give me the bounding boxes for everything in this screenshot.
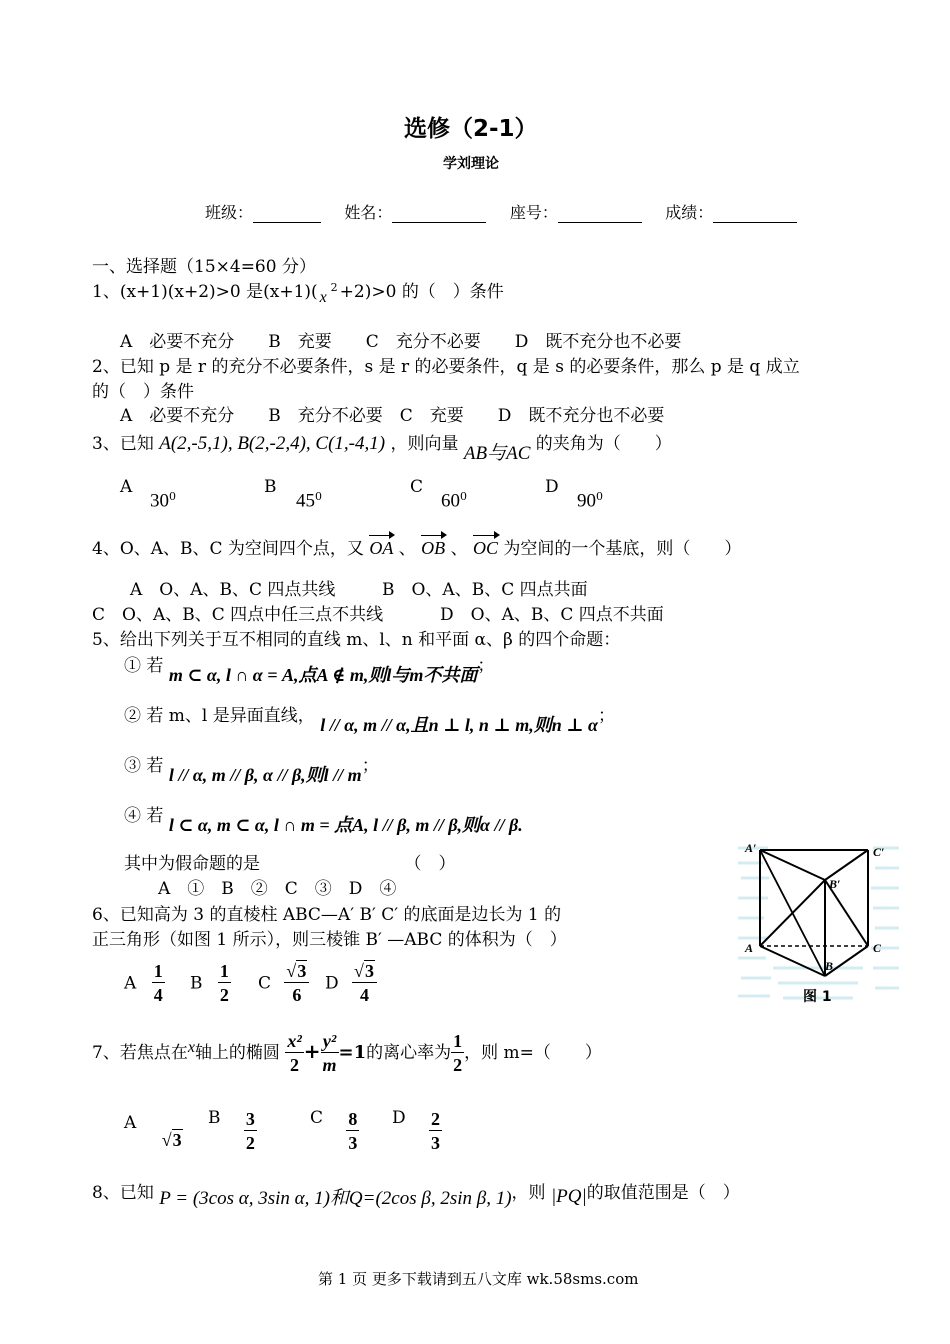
q5-prop-2	[124, 701, 615, 735]
q7-suffix: ，则 m=（ ）	[464, 1043, 602, 1063]
q6-opt-d-num: 3	[364, 961, 374, 981]
q5-prop-3	[124, 751, 379, 785]
label-b: B	[825, 959, 834, 973]
q5-p4-label: ④ 若	[124, 806, 164, 826]
q1-sup: 2	[330, 281, 338, 294]
q3-prefix: 3、已知	[92, 434, 154, 454]
q7-opt-b-num: 3	[245, 1109, 255, 1129]
q6-option-b	[190, 960, 231, 1007]
q7-option-d	[392, 1108, 442, 1155]
q4-vec-oc: OC	[472, 538, 498, 558]
q7-opt-c-den: 3	[348, 1133, 358, 1153]
q7-prefix: 7、若焦点在	[92, 1043, 188, 1063]
q7-f2-den: m	[322, 1055, 337, 1075]
q5-p1-label: ① 若	[124, 656, 164, 676]
q7-opt-c-letter: C	[310, 1108, 324, 1128]
q1-stem-a: 1、(x+1)(x+2)>0 是(x+1)(	[92, 282, 318, 302]
label-b-prime: B′	[829, 877, 841, 891]
name-blank[interactable]	[392, 206, 486, 223]
q5-p1-semicolon: ；	[477, 656, 495, 676]
q6-option-a	[124, 960, 165, 1007]
question-4	[92, 534, 741, 559]
q8-pq: |PQ|	[550, 1186, 587, 1207]
q5-prop-4	[124, 801, 523, 835]
q7-eq: =1	[338, 1042, 367, 1063]
q7-opt-c-num: 8	[348, 1109, 358, 1129]
q6-opt-b-num: 1	[219, 961, 229, 981]
q3-mid: ，则向量	[390, 434, 459, 454]
q6-opt-d-letter: D	[325, 973, 339, 994]
q3-opt-c-value: 60	[441, 490, 460, 512]
q8-expression: P = (3cos α, 3sin α, 1)和Q=(2cos β, 2sin β, 1)	[159, 1188, 512, 1209]
q5-prop-1	[124, 651, 495, 685]
question-7	[92, 1030, 602, 1077]
q3-opt-b-sup: 0	[315, 490, 322, 503]
q5-p2-label: ② 若 m、l 是异面直线，	[124, 706, 315, 726]
q7-mid: 轴上的椭圆	[194, 1043, 280, 1063]
q3-opt-d-sup: 0	[596, 490, 603, 503]
q7-f1-den: 2	[290, 1055, 300, 1075]
figure-1	[733, 838, 903, 1008]
q5-p3-label: ③ 若	[124, 756, 164, 776]
q6-line2: 正三角形（如图 1 所示），则三棱锥 B′ —ABC 的体积为（ ）	[92, 930, 567, 950]
q1-stem-b: +2)>0 的（ ）条件	[339, 282, 504, 302]
q4-option-c: C O、A、B、C 四点中任三点不共线	[92, 605, 384, 625]
q6-opt-a-letter: A	[124, 973, 137, 994]
q3-opt-d-value: 90	[577, 490, 596, 512]
q3-opt-a	[150, 490, 176, 513]
q4-sep1: 、	[398, 539, 416, 559]
q8-mid: ，则	[511, 1183, 546, 1203]
q4-prefix: 4、O、A、B、C 为空间四个点，又	[92, 539, 364, 559]
question-3	[92, 428, 672, 464]
q6-option-c: C $\frac{√3}{6}$	[258, 960, 309, 1007]
q7-f2-num: y²	[321, 1030, 339, 1053]
q8-prefix: 8、已知	[92, 1183, 154, 1203]
q7-opt-b-letter: B	[208, 1108, 221, 1128]
q3-opt-c	[441, 490, 467, 513]
seat-blank[interactable]	[558, 206, 642, 223]
q7-frac-y	[321, 1030, 339, 1077]
q7-opt-a-letter: A	[124, 1113, 137, 1133]
q7-x: x	[187, 1039, 195, 1056]
q3-opt-b	[296, 490, 322, 513]
page-title: 选修（2-1）	[404, 116, 538, 142]
q5-stem: 5、给出下列关于互不相同的直线 m、l、n 和平面 α、β 的四个命题：	[92, 630, 621, 650]
question-1	[92, 277, 504, 306]
q6-opt-d-den: 4	[359, 985, 369, 1005]
q2-line1: 2、已知 p 是 r 的充分不必要条件，s 是 r 的必要条件，q 是 s 的必要条件，那么 p 是 q 成立	[92, 357, 800, 377]
q3-opt-b-letter: B	[264, 477, 277, 497]
q8-suffix: 的取值范围是（ ）	[586, 1183, 740, 1203]
seat-label: 座号：	[509, 203, 558, 222]
q3-points: A(2,-5,1), B(2,-2,4), C(1,-4,1)	[159, 433, 386, 454]
score-label: 成绩：	[665, 203, 714, 222]
label-c-prime: C′	[873, 845, 885, 859]
q7-e-num: 1	[453, 1031, 463, 1051]
label-a: A	[745, 941, 754, 955]
q7-opt-a-value: 3	[172, 1130, 182, 1150]
q5-p2-math: l // α, m // α,且n ⊥ l, n ⊥ m,则n ⊥ α	[320, 715, 598, 735]
score-blank[interactable]	[713, 206, 797, 223]
q6-opt-a-den: 4	[153, 985, 163, 1005]
q6-opt-a-num: 1	[153, 961, 163, 981]
q4-vec-ob: OB	[421, 538, 446, 558]
q4-option-b: B O、A、B、C 四点共面	[382, 580, 588, 600]
name-label: 姓名：	[344, 203, 393, 222]
q4-sep2: 、	[450, 539, 468, 559]
q7-option-c	[310, 1108, 359, 1155]
q4-option-d: D O、A、B、C 四点不共面	[440, 605, 664, 625]
q2-options: A 必要不充分 B 充分不必要 C 充要 D 既不充分也不必要	[120, 406, 665, 426]
figure-caption: 图 1	[803, 989, 832, 1005]
q1-options: A 必要不充分 B 充要 C 充分不必要 D 既不充分也不必要	[120, 332, 682, 352]
q3-opt-a-sup: 0	[169, 490, 176, 503]
q4-suffix: 为空间的一个基底，则（ ）	[503, 539, 742, 559]
q6-opt-c-num: 3	[297, 961, 307, 981]
q7-f1-num: x²	[287, 1031, 302, 1051]
q3-vectors: AB与AC	[463, 443, 531, 464]
q7-opt-d-num: 2	[431, 1109, 441, 1129]
q5-p3-semicolon: ；	[361, 756, 379, 776]
q7-mid2: 的离心率为	[366, 1043, 452, 1063]
q3-opt-b-value: 45	[296, 490, 315, 512]
page-footer: 第 1 页 更多下载请到五八文库 wk.58sms.com	[318, 1270, 639, 1288]
q7-opt-d-den: 3	[431, 1133, 441, 1153]
q1-x: x	[319, 289, 327, 306]
q3-opt-c-letter: C	[410, 477, 424, 497]
q5-p3-math: l // α, m // β, α // β,则l // m	[168, 765, 362, 785]
q3-suffix: 的夹角为（ ）	[535, 434, 672, 454]
q4-vec-oa: OA	[369, 538, 394, 558]
q5-ask: 其中为假命题的是 （ ）	[124, 854, 456, 874]
q7-option-b	[208, 1108, 257, 1155]
student-info-row	[205, 200, 815, 223]
q7-plus: +	[303, 1039, 321, 1063]
q7-frac-x	[285, 1030, 303, 1077]
q7-e-den: 2	[453, 1055, 463, 1075]
q5-options: A ① B ② C ③ D ④	[158, 879, 397, 899]
q4-option-a: A O、A、B、C 四点共线	[130, 580, 336, 600]
q3-opt-a-letter: A	[120, 477, 133, 497]
q5-p4-math: l ⊂ α, m ⊂ α, l ∩ m = 点A, l // β, m // β,则α // β.	[168, 815, 523, 835]
q6-opt-c-letter: C	[258, 973, 272, 994]
prism-diagram	[733, 838, 903, 1008]
q6-line1: 6、已知高为 3 的直棱柱 ABC—A′ B′ C′ 的底面是边长为 1 的	[92, 905, 562, 925]
class-label: 班级：	[205, 203, 254, 222]
q7-opt-d-letter: D	[392, 1108, 406, 1128]
q3-opt-a-value: 30	[150, 490, 169, 512]
q6-opt-b-letter: B	[190, 973, 203, 994]
q7-opt-b-den: 2	[245, 1133, 255, 1153]
q6-opt-c-den: 6	[292, 985, 302, 1005]
q5-p2-semicolon: ；	[597, 706, 615, 726]
question-8	[92, 1177, 740, 1209]
section-title: 一、选择题（15×4=60 分）	[92, 257, 316, 277]
class-blank[interactable]	[253, 206, 321, 223]
q6-opt-b-den: 2	[219, 985, 229, 1005]
q2-line2: 的（ ）条件	[92, 382, 194, 402]
q3-opt-d-letter: D	[545, 477, 559, 497]
q3-opt-c-sup: 0	[460, 490, 467, 503]
q3-opt-d	[577, 490, 603, 513]
q7-option-a: A √3	[124, 1113, 182, 1150]
label-a-prime: A′	[745, 841, 757, 855]
q5-p1-math: m ⊂ α, l ∩ α = A,点A ∉ m,则l与m不共面	[168, 665, 478, 685]
q6-option-d: D $\frac{√3}{4}$	[325, 960, 377, 1007]
label-c: C	[873, 941, 882, 955]
page-subtitle: 学刘理论	[443, 156, 499, 172]
